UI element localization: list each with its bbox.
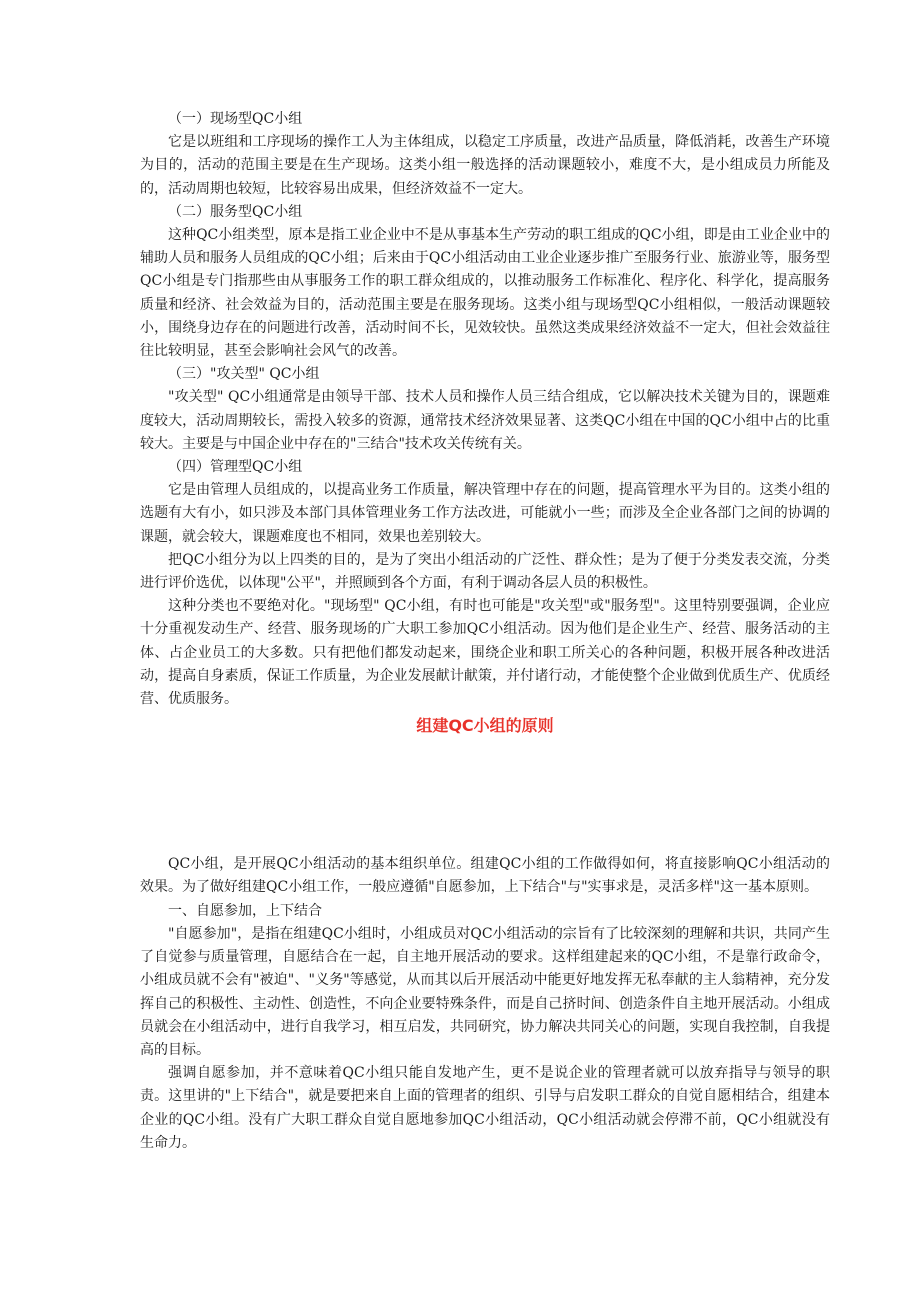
paragraph-tackling-type: "攻关型" QC小组通常是由领导干部、技术人员和操作人员三结合组成，它以解决技术关键为目的，课题难度较大，活动周期较长，需投入较多的资源，通常技术经济效果显著、这类QC小组在中国的QC小组中占的比重较大。主要是与中国企业中存在的"三结合"技术攻关传统有关。 [140,389,830,452]
paragraph-classification-note: 这种分类也不要绝对化。"现场型" QC小组，有时也可能是"攻关型"或"服务型"。这里特别要强调，企业应十分重视发动生产、经营、服务现场的广大职工参加QC小组活动。因为他们是企业生产、经营、服务活动的主体、占企业员工的大多数。只有把他们都发动起来，围绕企业和职工所关心的各种问题，积极开展各种改进活动，提高自身素质，保证工作质量，为企业发展献计献策，并付诸行动，才能使整个企业做到优质生产、优质经营、优质服务。 [140,598,830,708]
paragraph-service-type: 这种QC小组类型，原本是指工业企业中不是从事基本生产劳动的职工组成的QC小组，即是由工业企业中的辅助人员和服务人员组成的QC小组；后来由于QC小组活动由工业企业逐步推广至服务行业、旅游业等，服务型QC小组是专门指那些由从事服务工作的职工群众组成的，以推动服务工作标准化、程序化、科学化，提高服务质量和经济、社会效益为目的，活动范围主要是在服务现场。这类小组与现场型QC小组相似，一般活动课题较小，围绕身边存在的问题进行改善，活动时间不长，见效较快。虽然这类成果经济效益不一定大，但社会效益往往比较明显，甚至会影响社会风气的改善。 [140,227,830,360]
subheading-service-type: （二）服务型QC小组 [168,203,303,220]
paragraph-management-type: 它是由管理人员组成的，以提高业务工作质量，解决管理中存在的问题，提高管理水平为目的。这类小组的选题有大有小，如只涉及本部门具体管理业务工作方法改进，可能就小一些；而涉及全企业各部门之间的协调的课题，就会较大，课题难度也不相同，效果也差别较大。 [140,482,830,545]
spacer [140,738,830,853]
paragraph-classification-purpose: 把QC小组分为以上四类的目的，是为了突出小组活动的广泛性、群众性；是为了便于分类发表交流，分类进行评价选优，以体现"公平"，并照顾到各个方面，有利于调动各层人员的积极性。 [140,551,830,592]
subheading-voluntary: 一、自愿参加，上下结合 [168,902,322,919]
paragraph-field-type: 它是以班组和工序现场的操作工人为主体组成，以稳定工序质量，改进产品质量，降低消耗，改善生产环境为目的，活动的范围主要是在生产现场。这类小组一般选择的活动课题较小，难度不大，是小组成员力所能及的，活动周期也较短，比较容易出成果，但经济效益不一定大。 [140,134,830,197]
subheading-field-type: （一）现场型QC小组 [168,111,303,127]
subheading-tackling-type: （三）"攻关型" QC小组 [168,366,320,383]
document-body [140,108,830,1155]
subheading-management-type: （四）管理型QC小组 [168,459,303,476]
paragraph-intro: QC小组，是开展QC小组活动的基本组织单位。组建QC小组的工作做得如何，将直接影响QC小组活动的效果。为了做好组建QC小组工作，一般应遵循"自愿参加，上下结合"与"实事求是，灵活多样"这一基本原则。 [140,856,830,896]
section-title: 组建QC小组的原则 [416,716,554,736]
paragraph-top-down: 强调自愿参加，并不意味着QC小组只能自发地产生，更不是说企业的管理者就可以放弃指导与领导的职责。这里讲的"上下结合"，就是要把来自上面的管理者的组织、引导与启发职工群众的自觉自愿相结合，组建本企业的QC小组。没有广大职工群众自觉自愿地参加QC小组活动，QC小组活动就会停滞不前，QC小组就没有生命力。 [140,1065,830,1151]
paragraph-voluntary: "自愿参加"，是指在组建QC小组时，小组成员对QC小组活动的宗旨有了比较深刻的理解和共识，共同产生了自觉参与质量管理，自愿结合在一起，自主地开展活动的要求。这样组建起来的QC小组，不是靠行政命令，小组成员就不会有"被迫"、"义务"等感觉，从而其以后开展活动中能更好地发挥无私奉献的主人翁精神，充分发挥自己的积极性、主动性、创造性，不向企业要特殊条件，而是自己挤时间、创造条件自主地开展活动。小组成员就会在小组活动中，进行自我学习，相互启发，共同研究，协力解决共同关心的问题，实现自我控制，自我提高的目标。 [140,925,830,1058]
